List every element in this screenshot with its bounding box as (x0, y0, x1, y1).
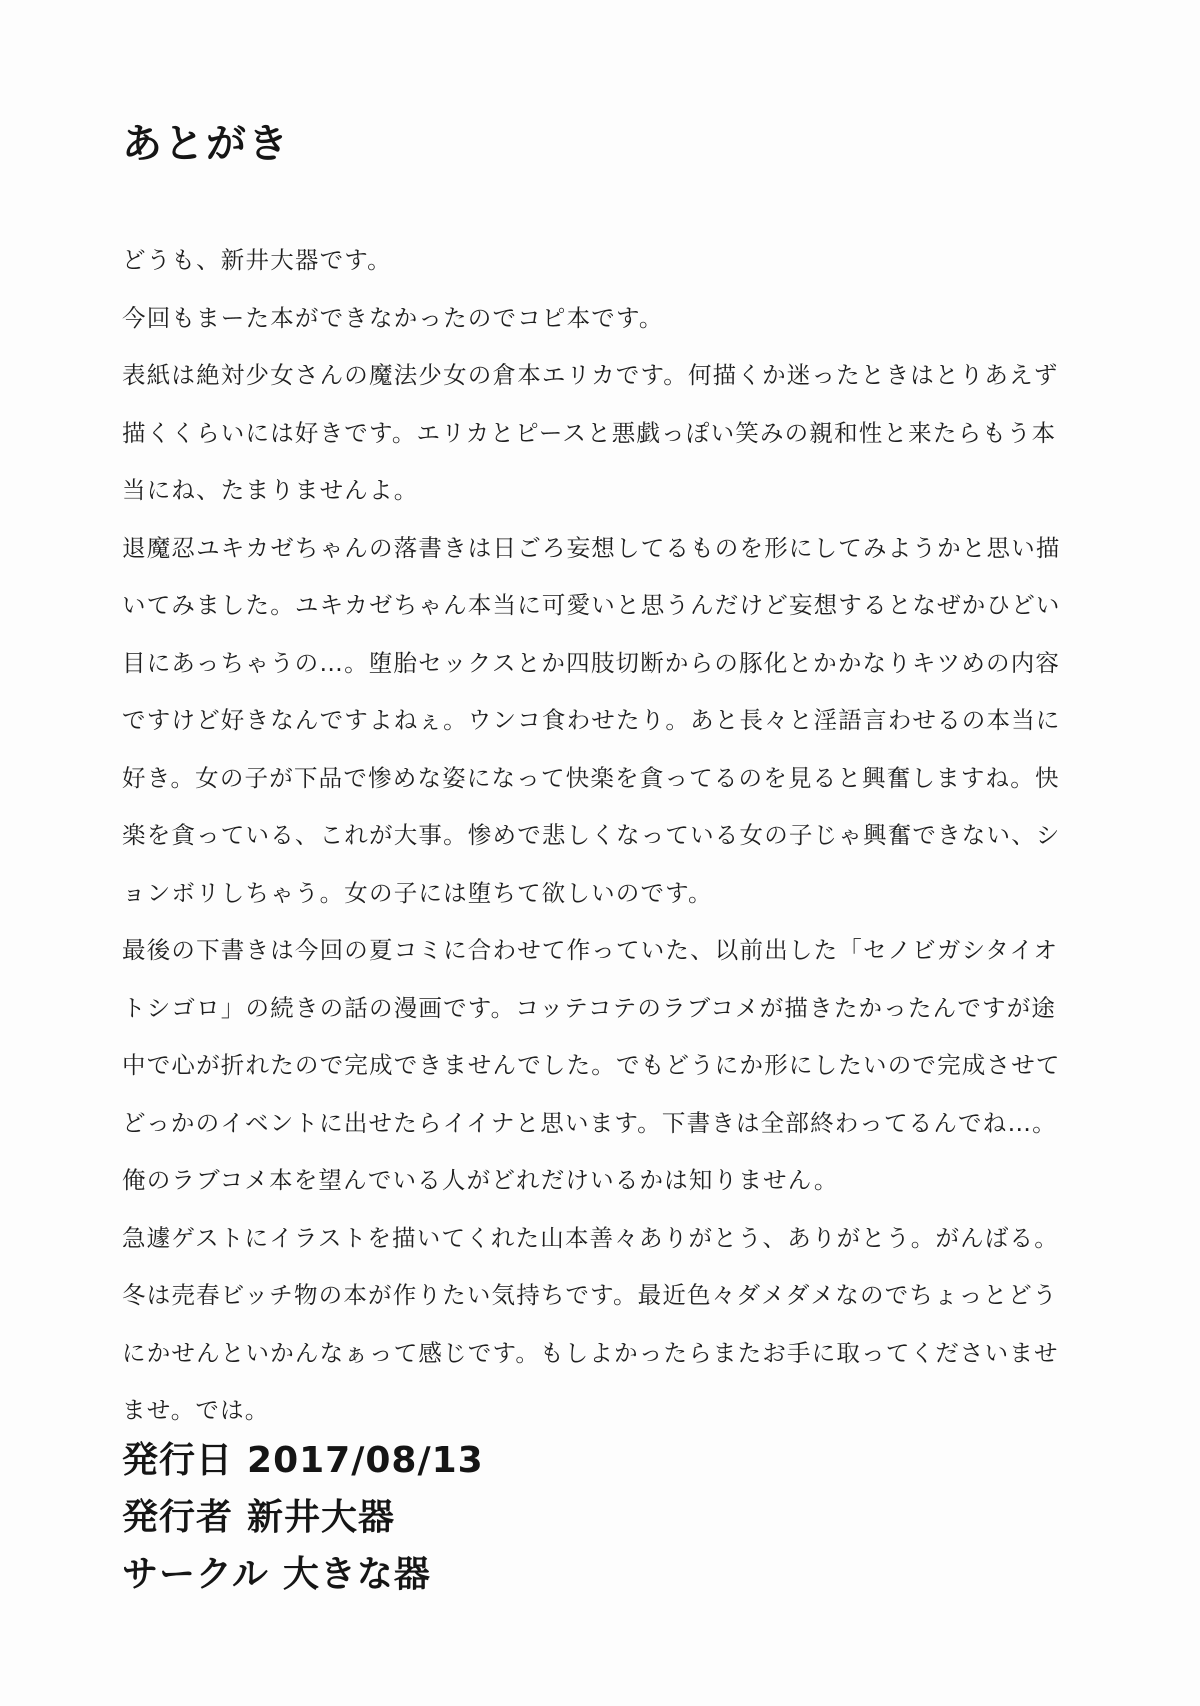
body-line: ませ。では。 (122, 1396, 270, 1424)
afterword-body (122, 232, 1102, 1440)
body-line: どうも、新井大器です。 (122, 246, 392, 274)
colophon (122, 1432, 484, 1603)
colophon-date (122, 1432, 484, 1489)
date-value: 2017/08/13 (247, 1440, 484, 1481)
body-line: 今回もまーた本ができなかったのでコピ本です。 (122, 303, 664, 332)
body-line: 俺のラブコメ本を望んでいる人がどれだけいるかは知りません。 (122, 1166, 839, 1194)
body-line: いてみました。ユキカゼちゃん本当に可愛いと思うんだけど妄想するとなぜかひどい (122, 591, 1061, 619)
body-line: 描くくらいには好きです。エリカとピースと悪戯っぽい笑みの親和性と来たらもう本 (122, 418, 1057, 447)
body-line: にかせんといかんなぁって感じです。もしよかったらまたお手に取ってくださいませ (122, 1338, 1059, 1367)
body-line: どっかのイベントに出せたらイイナと思います。下書きは全部終わってるんでね…。 (122, 1108, 1057, 1137)
body-line: トシゴロ」の続きの話の漫画です。コッテコテのラブコメが描きたかったんですが途 (122, 993, 1057, 1022)
page-title: あとがき (122, 121, 290, 167)
body-line: 冬は売春ビッチ物の本が作りたい気持ちです。最近色々ダメダメなのでちょっとどう (122, 1281, 1058, 1309)
body-line: ですけど好きなんですよねぇ。ウンコ食わせたり。あと長々と淫語言わせるの本当に (122, 706, 1061, 734)
body-line: 表紙は絶対少女さんの魔法少女の倉本エリカです。何描くか迷ったときはとりあえず (122, 361, 1059, 389)
publisher-value: 新井大器 (247, 1497, 396, 1538)
body-line: 好き。女の子が下品で惨めな姿になって快楽を貪ってるのを見ると興奮しますね。快 (122, 763, 1060, 792)
colophon-circle (122, 1546, 484, 1603)
body-line: 中で心が折れたので完成できませんでした。でもどうにか形にしたいので完成させて (122, 1051, 1061, 1079)
body-line: 最後の下書きは今回の夏コミに合わせて作っていた、以前出した「セノビガシタイオ (122, 936, 1059, 964)
body-line: ョンボリしちゃう。女の子には堕ちて欲しいのです。 (122, 878, 713, 907)
circle-label: サークル (122, 1554, 269, 1595)
colophon-publisher (122, 1489, 484, 1546)
body-line: 退魔忍ユキカゼちゃんの落書きは日ごろ妄想してるものを形にしてみようかと思い描 (122, 533, 1061, 562)
body-line: 急遽ゲストにイラストを描いてくれた山本善々ありがとう、ありがとう。がんばる。 (122, 1223, 1059, 1252)
date-label: 発行日 (122, 1440, 234, 1481)
circle-value: 大きな器 (282, 1554, 431, 1595)
body-line: 当にね、たまりませんよ。 (122, 476, 419, 504)
body-line: 楽を貪っている、これが大事。惨めで悲しくなっている女の子じゃ興奮できない、シ (122, 821, 1061, 849)
publisher-label: 発行者 (122, 1497, 234, 1538)
body-line: 目にあっちゃうの…。堕胎セックスとか四肢切断からの豚化とかかなりキツめの内容 (122, 648, 1061, 677)
